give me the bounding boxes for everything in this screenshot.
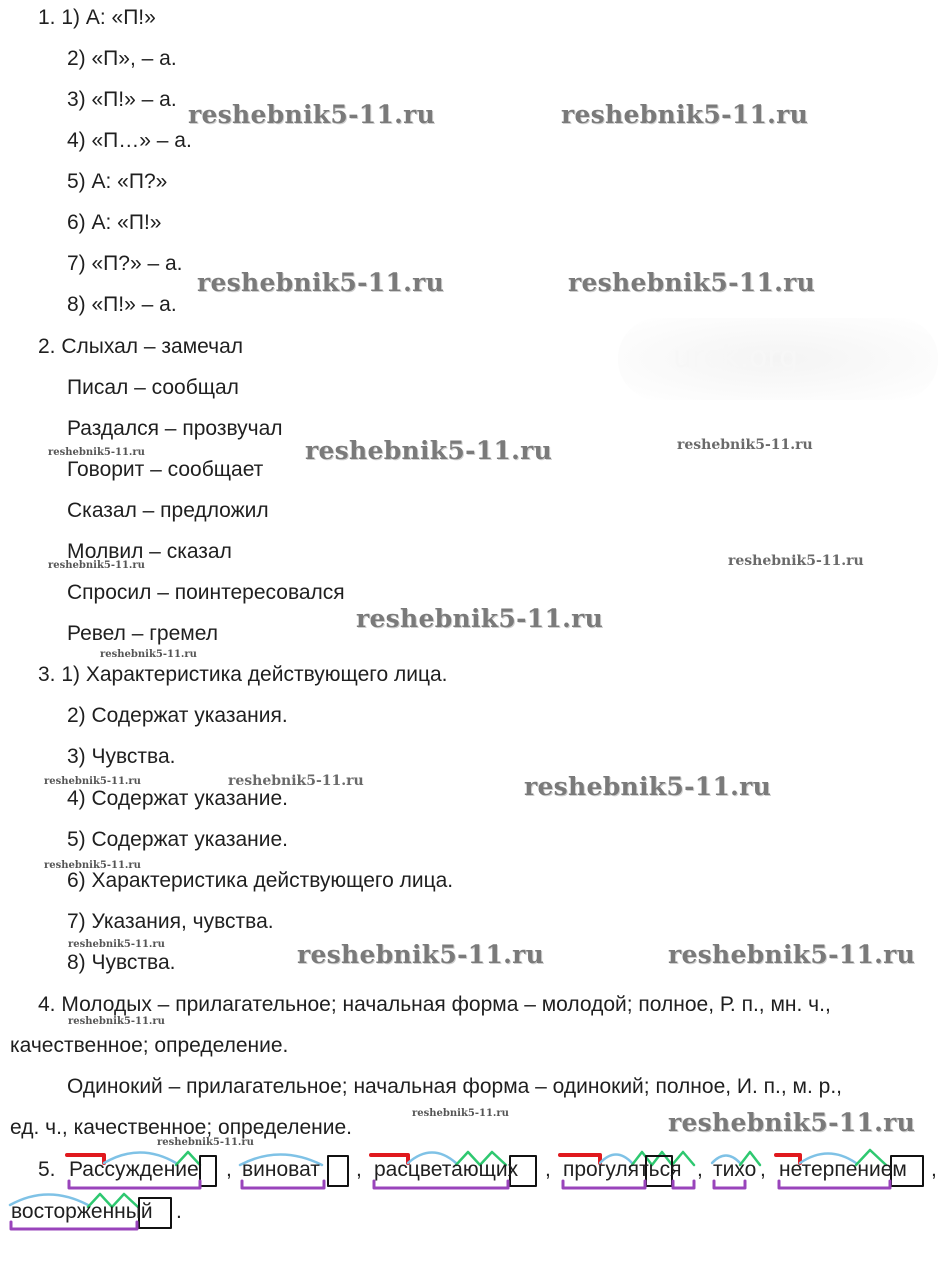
- task1-line-7: 7) «П?» – а.: [67, 252, 183, 275]
- word-part: прогуля: [563, 1158, 640, 1181]
- watermark: reshebnik5-11.ru: [297, 940, 545, 969]
- watermark: reshebnik5-11.ru: [44, 776, 141, 787]
- word-neterpeniem: [779, 1157, 907, 1183]
- watermark: reshebnik5-11.ru: [728, 553, 864, 569]
- watermark: reshebnik5-11.ru: [356, 604, 604, 633]
- word-vostorzhennyy: [11, 1199, 153, 1225]
- word-ending: ем: [880, 1158, 907, 1181]
- word-rassuzhdenie: [69, 1157, 199, 1183]
- task3-line-1: 3. 1) Характеристика действующего лица.: [38, 663, 448, 686]
- task2-line-6: Молвил – сказал: [67, 540, 232, 563]
- task4-line-2: качественное; определение.: [10, 1034, 289, 1057]
- task2-line-2: Писал – сообщал: [67, 376, 239, 399]
- word-ending: ть: [639, 1158, 660, 1181]
- watermark: reshebnik5-11.ru: [68, 1016, 165, 1027]
- watermark: reshebnik5-11.ru: [668, 940, 916, 969]
- word-part: восторженн: [11, 1200, 126, 1223]
- task1-line-5: 5) А: «П?»: [67, 170, 168, 193]
- ending-box: [328, 1156, 348, 1186]
- task2-line-7: Спросил – поинтересовался: [67, 581, 345, 604]
- comma: ,: [356, 1158, 362, 1181]
- watermark: reshebnik5-11.ru: [188, 100, 436, 129]
- watermark: reshebnik5-11.ru: [48, 447, 145, 458]
- word-postfix: ся: [659, 1158, 682, 1181]
- word-progulyatsya: [563, 1157, 682, 1183]
- word-ending: их: [495, 1158, 519, 1181]
- task4-line-4: ед. ч., качественное; определение.: [10, 1116, 352, 1139]
- watermark: reshebnik5-11.ru: [524, 772, 772, 801]
- word-part: расцветающ: [374, 1158, 496, 1181]
- word-vinovat: виноват: [242, 1158, 320, 1181]
- watermark: reshebnik5-11.ru: [68, 939, 165, 950]
- watermark: reshebnik5-11.ru: [412, 1108, 509, 1119]
- task3-line-7: 7) Указания, чувства.: [67, 910, 274, 933]
- comma: ,: [226, 1158, 232, 1181]
- comma: ,: [545, 1158, 551, 1181]
- task1-line-3: 3) «П!» – а.: [67, 88, 177, 111]
- task1-line-2: 2) «П», – а.: [67, 47, 177, 70]
- word-tikho: тихо: [713, 1158, 757, 1181]
- watermark: reshebnik5-11.ru: [48, 560, 145, 571]
- task3-line-3: 3) Чувства.: [67, 745, 176, 768]
- watermark: reshebnik5-11.ru: [157, 1137, 254, 1148]
- task2-line-5: Сказал – предложил: [67, 499, 269, 522]
- task4-line-1: 4. Молодых – прилагательное; начальная форма – молодой; полное, Р. п., мн. ч.,: [38, 993, 831, 1016]
- comma: ,: [697, 1158, 703, 1181]
- task2-line-1: 2. Слыхал – замечал: [38, 335, 244, 358]
- task2-line-4: Говорит – сообщает: [67, 458, 264, 481]
- period: .: [176, 1200, 182, 1223]
- task1-line-8: 8) «П!» – а.: [67, 293, 177, 316]
- task2-line-3: Раздался – прозвучал: [67, 417, 283, 440]
- task3-line-4: 4) Содержат указание.: [67, 787, 288, 810]
- word-ending: ый: [125, 1200, 153, 1223]
- task3-line-5: 5) Содержат указание.: [67, 828, 288, 851]
- task1-line-4: 4) «П…» – а.: [67, 129, 192, 152]
- watermark: reshebnik5-11.ru: [568, 268, 816, 297]
- task1-line-1: 1. 1) А: «П!»: [38, 6, 156, 29]
- watermark: reshebnik5-11.ru: [668, 1108, 916, 1137]
- ghost-watermark: urok.org: [618, 318, 938, 400]
- comma: ,: [931, 1158, 937, 1181]
- watermark: reshebnik5-11.ru: [228, 773, 364, 789]
- watermark: reshebnik5-11.ru: [100, 649, 197, 660]
- watermark: reshebnik5-11.ru: [305, 436, 553, 465]
- word-ending: е: [187, 1158, 199, 1181]
- word-part: Рассуждени: [69, 1158, 188, 1181]
- task3-line-2: 2) Содержат указания.: [67, 704, 288, 727]
- task3-line-8: 8) Чувства.: [67, 951, 176, 974]
- watermark: reshebnik5-11.ru: [561, 100, 809, 129]
- word-part: нетерпени: [779, 1158, 881, 1181]
- task3-line-6: 6) Характеристика действующего лица.: [67, 869, 454, 892]
- watermark: reshebnik5-11.ru: [197, 268, 445, 297]
- task1-line-6: 6) А: «П!»: [67, 211, 162, 234]
- watermark: reshebnik5-11.ru: [44, 860, 141, 871]
- comma: ,: [760, 1158, 766, 1181]
- word-rastsvetayushchikh: [374, 1157, 518, 1183]
- ending-box: [200, 1156, 216, 1186]
- task5-number: 5.: [38, 1158, 56, 1181]
- watermark: reshebnik5-11.ru: [677, 437, 813, 453]
- task4-line-3: Одинокий – прилагательное; начальная форма – одинокий; полное, И. п., м. р.,: [67, 1075, 843, 1098]
- task2-line-8: Ревел – гремел: [67, 622, 218, 645]
